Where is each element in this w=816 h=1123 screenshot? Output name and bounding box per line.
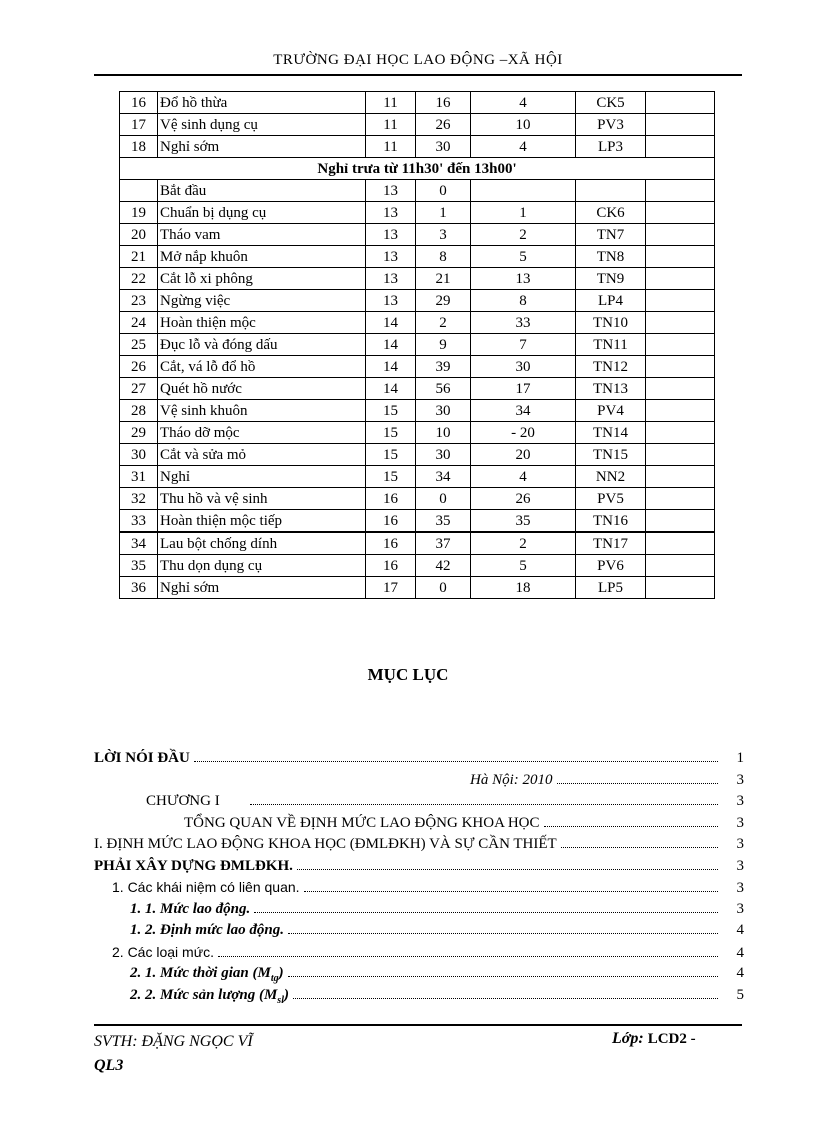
table-row [120, 555, 715, 577]
table-row [120, 532, 715, 555]
toc-entry-text: 2. Các loại mức. [112, 943, 214, 960]
table-cell: 18 [120, 136, 158, 158]
table-cell: Hoàn thiện mộc tiếp [158, 510, 366, 533]
table-cell [646, 312, 715, 334]
toc-entry[interactable] [94, 922, 744, 944]
table-cell: 13 [366, 290, 416, 312]
table-cell: 33 [120, 510, 158, 533]
toc-entry[interactable] [94, 944, 744, 966]
toc-entry-text-close: ) [283, 986, 289, 1003]
table-row [120, 334, 715, 356]
footer-rule [94, 1024, 742, 1026]
table-cell [471, 180, 576, 202]
table-cell [120, 180, 158, 202]
table-cell: TN15 [576, 444, 646, 466]
table-cell [646, 378, 715, 400]
table-cell: Vệ sinh dụng cụ [158, 114, 366, 136]
table-cell: 0 [416, 577, 471, 599]
table-cell: 35 [471, 510, 576, 533]
toc-entry-text-main: 2. 2. Mức sản lượng (M [130, 986, 278, 1003]
toc-entry-page: 4 [736, 965, 744, 981]
table-cell: 4 [471, 136, 576, 158]
table-cell: 34 [120, 532, 158, 555]
table-cell: 5 [471, 555, 576, 577]
table-cell: CK5 [576, 92, 646, 114]
toc-entry-page: 5 [736, 986, 744, 1003]
toc-entry-text: I. ĐỊNH MỨC LAO ĐỘNG KHOA HỌC (ĐMLĐKH) VÀ SỰ CẦN THIẾT [94, 836, 557, 852]
toc-entry-text-close: ) [278, 965, 284, 981]
toc-entry[interactable] [94, 793, 744, 815]
toc-entry[interactable] [94, 815, 744, 837]
table-cell [646, 444, 715, 466]
table-cell: 0 [416, 488, 471, 510]
table-cell: 21 [120, 246, 158, 268]
table-cell: 29 [416, 290, 471, 312]
toc-entry-text: PHẢI XÂY DỰNG ĐMLĐKH. [94, 857, 293, 874]
table-cell: Hoàn thiện mộc [158, 312, 366, 334]
toc-title: MỤC LỤC [367, 665, 449, 684]
toc-entry-text: 1. 1. Mức lao động. [130, 900, 251, 917]
toc-leader-dots [293, 998, 718, 999]
table-cell: 34 [416, 466, 471, 488]
table-cell: Chuẩn bị dụng cụ [158, 202, 366, 224]
table-cell: 24 [120, 312, 158, 334]
table-cell: 30 [416, 400, 471, 422]
table-cell: TN16 [576, 510, 646, 533]
table-cell: TN11 [576, 334, 646, 356]
toc-entry-text: TỔNG QUAN VỀ ĐỊNH MỨC LAO ĐỘNG KHOA HỌC [184, 814, 540, 831]
table-cell: 10 [471, 114, 576, 136]
table-cell: TN12 [576, 356, 646, 378]
header-rule [94, 74, 742, 76]
table-cell: 26 [416, 114, 471, 136]
table-row [120, 312, 715, 334]
table-row [120, 92, 715, 114]
toc-leader-dots [250, 804, 718, 805]
table-row [120, 444, 715, 466]
table-row [120, 114, 715, 136]
table-cell: 20 [120, 224, 158, 246]
toc-leader-dots [288, 976, 718, 977]
table-cell: 4 [471, 92, 576, 114]
toc-leader-dots [218, 956, 718, 957]
table-cell: 19 [120, 202, 158, 224]
table-row [120, 466, 715, 488]
table-row [120, 180, 715, 202]
toc-entry-text: LỜI NÓI ĐẦU [94, 750, 190, 766]
table-cell: 16 [120, 92, 158, 114]
footer-student-name: SVTH: ĐẶNG NGỌC VĨ [94, 1033, 253, 1050]
table-cell: Ngừng việc [158, 290, 366, 312]
table-cell: 16 [366, 532, 416, 555]
table-cell: LP3 [576, 136, 646, 158]
table-cell: 28 [120, 400, 158, 422]
table-cell [646, 466, 715, 488]
table-cell [646, 114, 715, 136]
table-cell: Nghỉ [158, 466, 366, 488]
table-cell: 15 [366, 444, 416, 466]
table-row [120, 378, 715, 400]
table-row [120, 577, 715, 599]
table-cell: TN9 [576, 268, 646, 290]
table-cell: LP5 [576, 577, 646, 599]
table-cell [646, 136, 715, 158]
table-cell: Cắt lỗ xi phông [158, 268, 366, 290]
toc-leader-dots [297, 869, 718, 870]
toc-leader-dots [194, 761, 718, 762]
toc-entry[interactable] [94, 858, 744, 880]
table-cell: 13 [366, 268, 416, 290]
table-cell [646, 92, 715, 114]
table-cell: - 20 [471, 422, 576, 444]
toc-leader-dots [557, 783, 719, 784]
footer-class [612, 1030, 696, 1048]
footer-student-name-cont: QL3 [94, 1057, 124, 1074]
table-cell: 7 [471, 334, 576, 356]
table-cell [646, 510, 715, 533]
table-cell [646, 180, 715, 202]
table-cell: Tháo dỡ mộc [158, 422, 366, 444]
table-cell [646, 532, 715, 555]
toc-entry[interactable] [94, 836, 744, 858]
table-cell: 14 [366, 378, 416, 400]
table-cell: Lau bột chống dính [158, 532, 366, 555]
toc-entry-text: 1. Các khái niệm có liên quan. [112, 879, 300, 895]
table-cell: 0 [416, 180, 471, 202]
table-cell: Cắt và sửa mỏ [158, 444, 366, 466]
table-cell: 17 [366, 577, 416, 599]
table-row [120, 136, 715, 158]
toc-entry[interactable] [94, 965, 744, 987]
table-cell [646, 334, 715, 356]
table-cell: 16 [416, 92, 471, 114]
table-cell: 39 [416, 356, 471, 378]
footer-class-value: LCD2 - [647, 1031, 696, 1047]
table-row [120, 422, 715, 444]
table-cell: 3 [416, 224, 471, 246]
toc-entry[interactable] [94, 901, 744, 923]
table-cell [646, 400, 715, 422]
toc-entry-page: 4 [736, 944, 744, 961]
table-cell: PV6 [576, 555, 646, 577]
table-cell: 30 [471, 356, 576, 378]
table-cell [646, 268, 715, 290]
toc-entry-page: 1 [736, 750, 744, 766]
table-cell: Thu hồ và vệ sinh [158, 488, 366, 510]
toc-leader-dots [254, 912, 718, 913]
table-of-contents [94, 750, 744, 1008]
table-cell: 15 [366, 466, 416, 488]
table-cell: PV4 [576, 400, 646, 422]
table-cell: 29 [120, 422, 158, 444]
toc-entry-text: CHƯƠNG I [146, 793, 220, 809]
table-cell: 30 [120, 444, 158, 466]
table-cell: 17 [471, 378, 576, 400]
table-cell [646, 577, 715, 599]
toc-entry-page: 3 [736, 836, 744, 852]
table-cell: 23 [120, 290, 158, 312]
table-cell: Nghỉ sớm [158, 136, 366, 158]
table-cell: 35 [416, 510, 471, 533]
table-cell: TN17 [576, 532, 646, 555]
toc-entry-page: 3 [736, 814, 744, 831]
table-cell: TN7 [576, 224, 646, 246]
toc-entry[interactable] [94, 879, 744, 901]
table-cell: 11 [366, 136, 416, 158]
table-cell: 13 [471, 268, 576, 290]
table-cell [646, 202, 715, 224]
table-cell: 13 [366, 224, 416, 246]
table-cell: 27 [120, 378, 158, 400]
toc-entry-page: 3 [736, 793, 744, 809]
toc-entry-page: 3 [736, 880, 744, 896]
table-cell: 16 [366, 488, 416, 510]
table-cell: Bắt đầu [158, 180, 366, 202]
toc-entry[interactable] [94, 987, 744, 1009]
table-cell: 32 [120, 488, 158, 510]
table-cell: Đục lỗ và đóng dấu [158, 334, 366, 356]
footer-class-label: Lớp: [612, 1030, 644, 1047]
noon-break-row [120, 158, 715, 180]
table-cell: 56 [416, 378, 471, 400]
table-cell: TN8 [576, 246, 646, 268]
table-cell [646, 290, 715, 312]
table-cell: Thu dọn dụng cụ [158, 555, 366, 577]
table-cell: 16 [366, 555, 416, 577]
toc-entry-text-main: 2. 1. Mức thời gian (M [130, 965, 271, 981]
table-row [120, 488, 715, 510]
table-row [120, 268, 715, 290]
table-row [120, 510, 715, 533]
toc-entry-subscript: sl [277, 994, 284, 1006]
toc-leader-dots [304, 891, 718, 892]
table-cell: 2 [416, 312, 471, 334]
table-cell: 37 [416, 532, 471, 555]
table-cell: 18 [471, 577, 576, 599]
table-row [120, 224, 715, 246]
table-cell: 20 [471, 444, 576, 466]
table-cell: 1 [471, 202, 576, 224]
table-cell: 10 [416, 422, 471, 444]
table-cell: Đổ hồ thừa [158, 92, 366, 114]
toc-entry-text [130, 987, 289, 1006]
table-cell: 8 [416, 246, 471, 268]
table-cell: 26 [471, 488, 576, 510]
table-cell: TN14 [576, 422, 646, 444]
toc-entry-page: 3 [736, 771, 744, 788]
table-cell: 30 [416, 136, 471, 158]
table-cell: CK6 [576, 202, 646, 224]
toc-entry[interactable] [94, 750, 744, 772]
table-cell: Vệ sinh khuôn [158, 400, 366, 422]
table-cell: 11 [366, 92, 416, 114]
table-row [120, 400, 715, 422]
table-row [120, 356, 715, 378]
table-cell [646, 555, 715, 577]
table-row [120, 290, 715, 312]
table-cell: 13 [366, 246, 416, 268]
table-cell: 31 [120, 466, 158, 488]
page-header-title: TRƯỜNG ĐẠI HỌC LAO ĐỘNG –XÃ HỘI [273, 52, 563, 68]
table-cell: Cắt, vá lỗ đổ hồ [158, 356, 366, 378]
table-cell: 15 [366, 422, 416, 444]
table-cell: 1 [416, 202, 471, 224]
table-cell: 15 [366, 400, 416, 422]
table-cell [646, 488, 715, 510]
table-cell: PV5 [576, 488, 646, 510]
toc-entry-text [130, 965, 284, 984]
table-cell: 26 [120, 356, 158, 378]
schedule-table [119, 91, 715, 599]
table-row [120, 202, 715, 224]
table-cell: 21 [416, 268, 471, 290]
table-cell: Quét hồ nước [158, 378, 366, 400]
table-cell: NN2 [576, 466, 646, 488]
table-cell: 11 [366, 114, 416, 136]
toc-entry-subscript: tg [270, 973, 279, 984]
table-cell [646, 356, 715, 378]
footer-student [94, 1030, 253, 1078]
table-cell: 36 [120, 577, 158, 599]
table-cell: 8 [471, 290, 576, 312]
table-cell: LP4 [576, 290, 646, 312]
table-cell: 25 [120, 334, 158, 356]
table-cell [576, 180, 646, 202]
table-cell: 14 [366, 312, 416, 334]
table-cell: 9 [416, 334, 471, 356]
table-cell: 17 [120, 114, 158, 136]
table-cell: 22 [120, 268, 158, 290]
table-cell: Mở nắp khuôn [158, 246, 366, 268]
table-cell: 14 [366, 334, 416, 356]
table-cell: PV3 [576, 114, 646, 136]
table-cell: TN10 [576, 312, 646, 334]
table-cell [646, 224, 715, 246]
table-cell [646, 422, 715, 444]
table-cell: 4 [471, 466, 576, 488]
table-cell: 13 [366, 180, 416, 202]
table-cell: 33 [471, 312, 576, 334]
toc-entry-page: 3 [736, 857, 744, 874]
table-cell: 14 [366, 356, 416, 378]
table-cell: 16 [366, 510, 416, 533]
toc-leader-dots [544, 826, 718, 827]
table-cell: 34 [471, 400, 576, 422]
toc-entry-page: 3 [736, 900, 744, 917]
toc-entry[interactable] [94, 772, 744, 794]
toc-leader-dots [288, 933, 718, 934]
toc-entry-text: 1. 2. Định mức lao động. [130, 922, 285, 938]
noon-break-cell: Nghỉ trưa từ 11h30' đến 13h00' [120, 158, 715, 180]
table-cell: Tháo vam [158, 224, 366, 246]
table-cell: TN13 [576, 378, 646, 400]
toc-entry-text: Hà Nội: 2010 [470, 771, 553, 788]
table-cell: 13 [366, 202, 416, 224]
toc-entry-page: 4 [736, 922, 744, 938]
toc-leader-dots [561, 847, 718, 848]
table-cell: 35 [120, 555, 158, 577]
table-cell: 30 [416, 444, 471, 466]
table-cell: 5 [471, 246, 576, 268]
table-cell: 2 [471, 532, 576, 555]
table-cell [646, 246, 715, 268]
table-cell: 2 [471, 224, 576, 246]
table-cell: 42 [416, 555, 471, 577]
table-cell: Nghỉ sớm [158, 577, 366, 599]
table-row [120, 246, 715, 268]
